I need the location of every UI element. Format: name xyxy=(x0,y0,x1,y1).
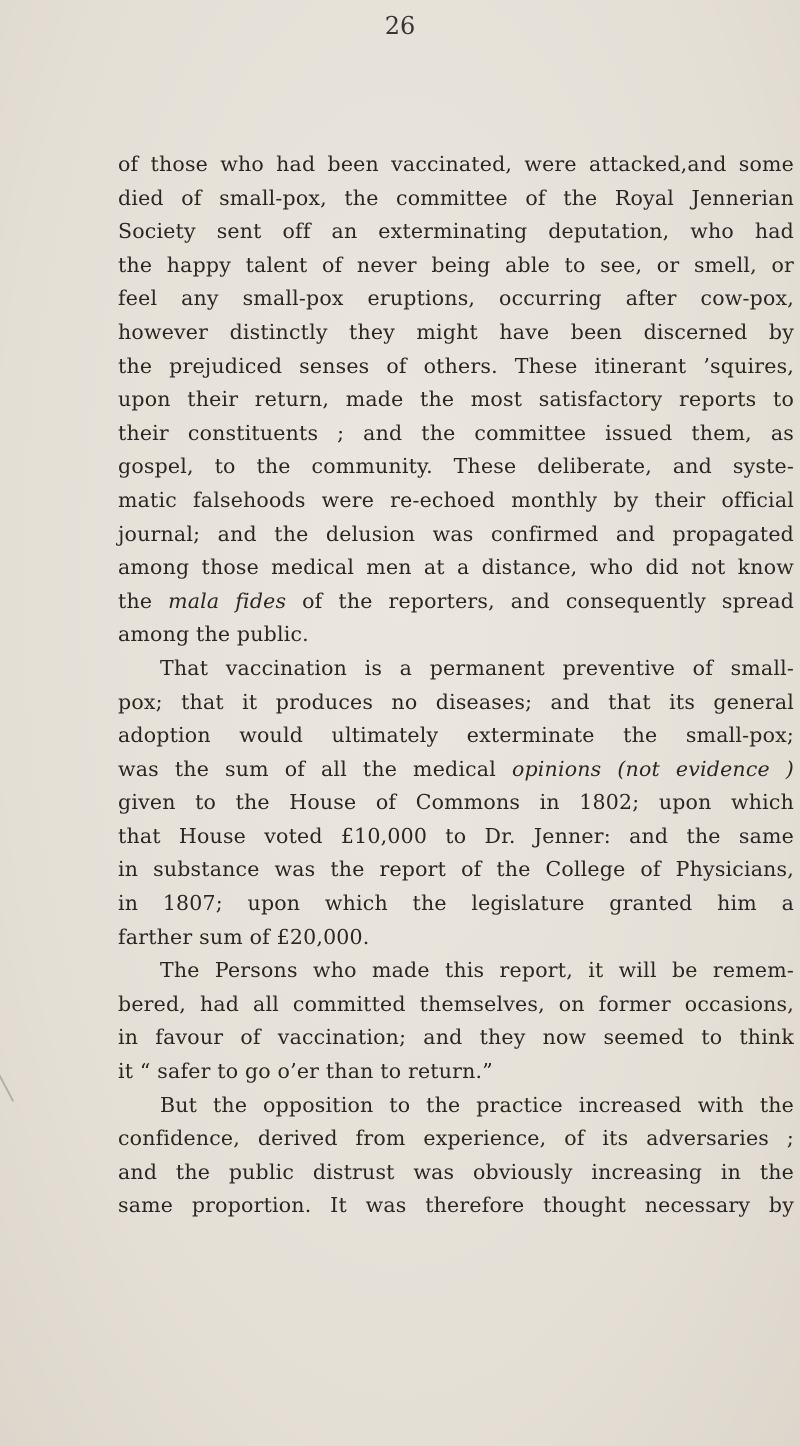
text-line: was the sum of all the medical opinions (not evidence ) xyxy=(118,756,794,781)
text-line: given to the House of Commons in 1802; upon which xyxy=(118,790,794,815)
text-line: that House voted £10,000 to Dr. Jenner: and the same xyxy=(118,823,794,848)
text-line: among the public. xyxy=(118,622,309,647)
text-line: however distinctly they might have been discerned by xyxy=(118,319,794,344)
text-line: feel any small-pox eruptions, occurring after cow-pox, xyxy=(118,286,794,311)
text-line: among those medical men at a distance, who did not know xyxy=(118,555,794,580)
text-line: matic falsehoods were re-echoed monthly by their official xyxy=(118,487,794,512)
text-line: journal; and the delusion was confirmed and propagated xyxy=(118,521,794,546)
italic-text: mala fides xyxy=(168,588,287,613)
text-line: the prejudiced senses of others. These itinerant ’squires, xyxy=(118,353,794,378)
body-text xyxy=(118,148,794,1223)
text-line: the mala fides of the reporters, and consequently spread xyxy=(118,588,795,613)
italic-text: opinions (not evidence ) xyxy=(511,756,794,781)
text-line: adoption would ultimately exterminate the small-pox; xyxy=(118,723,794,748)
text-line: the happy talent of never being able to see, or smell, or xyxy=(118,252,794,277)
text-line: their constituents ; and the committee issued them, as xyxy=(118,420,794,445)
text-line: The Persons who made this report, it will be remem- xyxy=(160,958,794,983)
text-line: it “ safer to go o’er than to return.” xyxy=(118,1059,493,1084)
text-line: farther sum of £20,000. xyxy=(118,924,370,949)
text-line: of those who had been vaccinated, were attacked,and some xyxy=(118,152,794,176)
text-line: upon their return, made the most satisfactory reports to xyxy=(118,387,794,412)
text-line: But the opposition to the practice increased with the xyxy=(160,1092,794,1117)
margin-mark xyxy=(0,1062,14,1102)
text-line: in favour of vaccination; and they now seemed to think xyxy=(118,1025,794,1050)
text-line: in 1807; upon which the legislature granted him a xyxy=(118,891,794,916)
text-line: Society sent off an exterminating deputation, who had xyxy=(118,219,794,244)
text-line: That vaccination is a permanent preventive of small- xyxy=(160,655,794,680)
text-line: same proportion. It was therefore thought necessary by xyxy=(118,1193,794,1218)
text-line: confidence, derived from experience, of its adversaries ; xyxy=(118,1126,794,1151)
text-line: and the public distrust was obviously increasing in the xyxy=(118,1159,794,1184)
text-line: died of small-pox, the committee of the Royal Jennerian xyxy=(118,185,794,210)
text-line: pox; that it produces no diseases; and that its general xyxy=(118,689,794,714)
text-line: bered, had all committed themselves, on former occasions, xyxy=(118,991,794,1016)
page-number: 26 xyxy=(384,12,416,40)
text-line: in substance was the report of the College of Physicians, xyxy=(118,857,794,882)
text-line: gospel, to the community. These deliberate, and syste- xyxy=(118,454,794,479)
